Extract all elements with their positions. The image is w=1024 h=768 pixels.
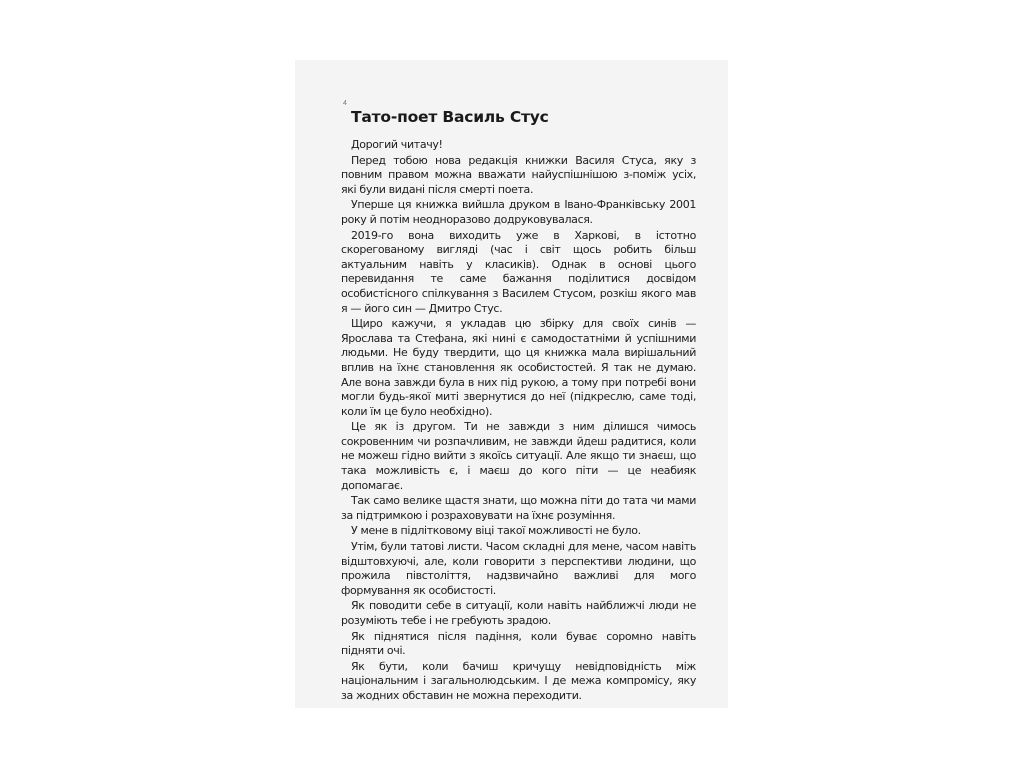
paragraph: Це як із другом. Ти не завжди з ним ділишся чимось сокровенним чи розпачливим, не завжди йдеш радитися, коли не можеш гідно вийти з якоїсь ситуації. Але якщо ти знаєш, що така можливість є, і маєш до кого піти — це неабияк допомагає.	[341, 420, 696, 492]
book-page	[295, 60, 728, 708]
paragraph: Щиро кажучи, я укладав цю збірку для своїх синів — Ярослава та Стефана, які нині є самодостатніми й успішними людьми. Не буду твердити, що ця книжка мала вирішальний вплив на їхнє становлення як особистостей. Я так не думаю. Але вона завжди була в них під рукою, а тому при потребі вони могли будь-якої миті звернутися до неї (підкреслю, саме тоді, коли їм це було необхідно).	[341, 317, 696, 418]
paragraph: Дорогий читачу!	[351, 138, 443, 151]
page-title: Тато-поет Василь Стус	[351, 108, 549, 126]
page-number: 4	[343, 100, 347, 107]
paragraph: У мене в підлітковому віці такої можливості не було.	[351, 524, 641, 538]
page-body	[341, 138, 696, 705]
paragraph: Уперше ця книжка вийшла друком в Івано-Франківську 2001 року й потім неодноразово додруковувалася.	[341, 198, 696, 226]
paragraph: Як поводити себе в ситуації, коли навіть найближчі люди не розуміють тебе і не гребують зрадою.	[341, 599, 696, 627]
paragraph: Як піднятися після падіння, коли буває соромно навіть підняти очі.	[341, 629, 696, 658]
paragraph: Утім, були татові листи. Часом складні для мене, часом навіть відштовхуючі, але, коли говорити з перспективи людини, що прожила півстоліття, надзвичайно важливі для мого формування як особистості.	[341, 540, 696, 597]
paragraph: 2019-го вона виходить уже в Харкові, в істотно скорегованому вигляді (час і світ щось робить більш актуальним навіть у класиків). Однак в основі цього перевидання те саме бажання поділитися досвідом особистісного спілкування з Василем Стусом, розкіш якого мав я — його син — Дмитро Стус.	[341, 228, 696, 315]
paragraph: Як бути, коли бачиш кричущу невідповідність між національним і загальнолюдським. І де межа компромісу, яку за жодних обставин не можна переходити.	[341, 659, 696, 702]
paragraph: Так само велике щастя знати, що можна піти до тата чи мами за підтримкою і розраховувати на їхнє розуміння.	[341, 494, 696, 522]
paragraph: Перед тобою нова редакція книжки Василя Стуса, яку з повним правом можна вважати найуспішнішою з-поміж усіх, які були видані після смерті поета.	[341, 153, 696, 196]
